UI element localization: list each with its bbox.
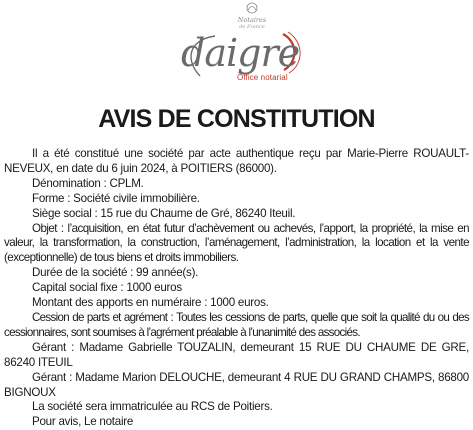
notice-paragraph: Siège social : 15 rue du Chaume de Gré, 86240 Iteuil. xyxy=(32,206,296,220)
office-logo xyxy=(0,0,473,92)
notice-paragraph: Durée de la société : 99 année(s). xyxy=(32,266,199,280)
notice-paragraph: Forme : Société civile immobilière. xyxy=(32,191,200,205)
notice-paragraph: Dénomination : CPLM. xyxy=(32,176,144,190)
notice-title: AVIS DE CONSTITUTION xyxy=(98,105,375,133)
notice-paragraph: Il a été constitué une société par acte authentique reçu par Marie-Pierre ROUAULT-NEVEUX, en date du 6 juin 2024, à POITIERS (86000). xyxy=(4,147,469,175)
notice-paragraph: Gérant : Madame Gabrielle TOUZALIN, demeurant 15 RUE DU CHAUME DE GRE, 86240 ITEUIL xyxy=(4,340,469,369)
notice-paragraph: Montant des apports en numéraire : 1000 euros. xyxy=(32,296,269,310)
logo-script-name: daigre xyxy=(181,31,300,75)
logo-tagline: Office notarial xyxy=(237,73,288,82)
notice-paragraph: La société sera immatriculée au RCS de Poitiers. xyxy=(32,400,273,414)
org-sub: de France xyxy=(239,24,265,30)
notice-body xyxy=(4,147,469,430)
notice-paragraph: Cession de parts et agrément : Toutes les cessions de parts, quelle que soit la qualité du ou des cessionnaires, sont soumises à l’agrément préalable à l’unanimité des associés. xyxy=(4,310,469,339)
notice-paragraph: Objet : l’acquisition, en état futur d’achèvement ou achevés, l’apport, la propriété, la mise en valeur, la transformation, la construction, l’aménagement, l’administration, la location et la vente (exceptionnelle) de tous biens et droits immobiliers. xyxy=(4,221,469,265)
notice-paragraph: Gérant : Madame Marion DELOUCHE, demeurant 4 RUE DU GRAND CHAMPS, 86800 BIGNOUX xyxy=(4,370,469,399)
org-name: Notaires xyxy=(237,16,267,24)
notice-paragraph: Pour avis, Le notaire xyxy=(32,415,134,429)
notice-paragraph: Capital social fixe : 1000 euros xyxy=(32,281,182,295)
